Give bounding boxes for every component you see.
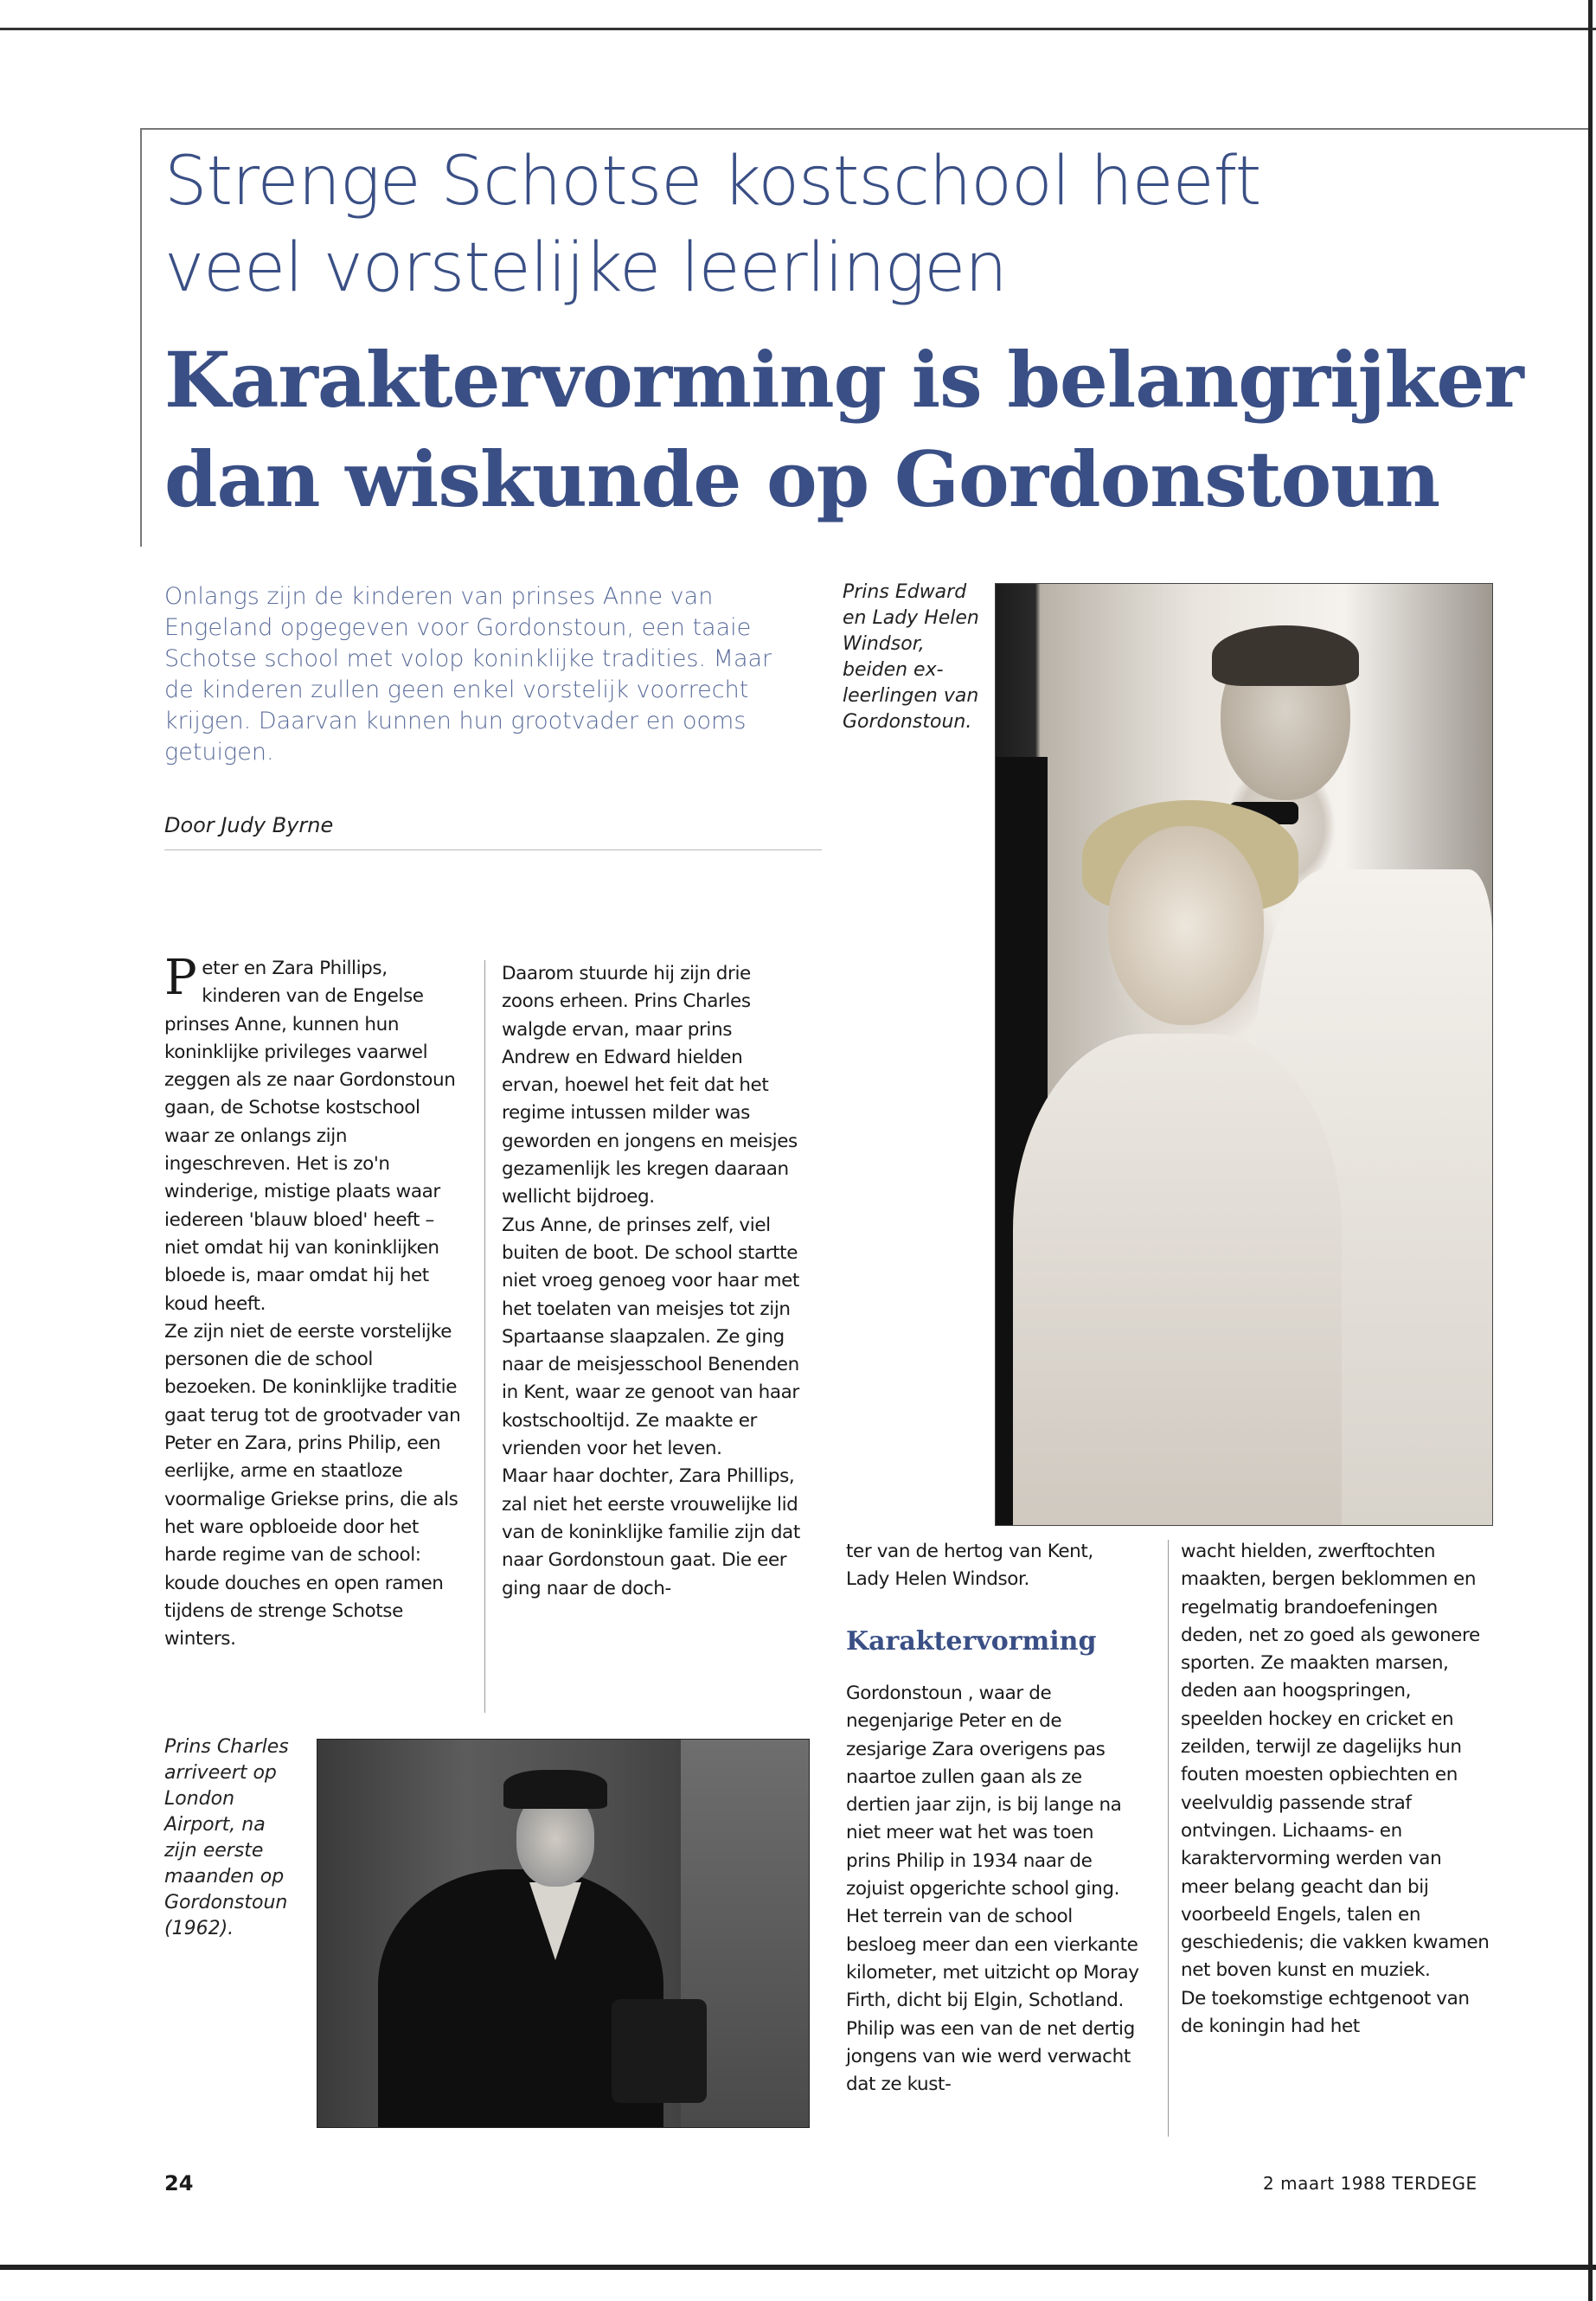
col4-paragraph-2: De toekomstige echtgenoot van de koningin had het	[1181, 1987, 1470, 2038]
col2-paragraph-3: Maar haar dochter, Zara Phillips, zal niet het eerste vrouwelijke lid van de koninklijke familie zijn dat naar Gordonstoun gaat. Die eer ging naar de doch-	[502, 1465, 800, 1599]
subheading-karaktervorming: Karaktervorming	[846, 1626, 1097, 1657]
col2-paragraph-1: Daarom stuurde hij zijn drie zoons erheen. Prins Charles walgde ervan, maar prins Andrew en Edward hielden ervan, hoewel het feit dat het regime intussen milder was geworden en jongens en meisjes gezamenlijk les kregen daaraan wellicht bijdroeg.	[502, 963, 798, 1208]
kicker-line-1: Strenge Schotse kostschool heeft	[164, 143, 1261, 221]
photo-caption-edward: Prins Edward en Lady Helen Windsor, beiden ex-leerlingen van Gordonstoun.	[843, 581, 979, 733]
col4-paragraph-1: wacht hielden, zwerftochten maakten, bergen beklommen en regelmatig brandoefeningen deden, net zo goed als gewonere sporten. Ze maakten marsen, deden aan hoogspringen, speelden hockey en cricket en zeilden, terwijl ze dagelijks hun fouten moesten opbiechten en veelvuldig passende straf ontvingen. Lichaams- en karaktervorming werden van meer belang geacht dan bij voorbeeld Engels, talen en geschiedenis; die vakken kwamen net boven kunst en muziek.	[1181, 1541, 1490, 1982]
main-headline	[164, 330, 1548, 529]
page-border-right	[1588, 0, 1593, 2301]
page-border-bottom	[0, 2265, 1596, 2270]
photo-face-helen	[1108, 826, 1264, 1025]
article-column-2	[502, 960, 804, 1603]
column-rule-3	[1168, 1540, 1169, 2137]
kicker-headline	[164, 138, 1548, 311]
photo-caption-charles: Prins Charles arriveert op London Airport, na zijn eerste maanden op Gordonstoun (1962).	[164, 1736, 289, 1939]
article-column-1	[164, 950, 463, 1653]
dropcap: P	[164, 950, 197, 1006]
photo-cap	[503, 1770, 607, 1809]
col2-paragraph-2: Zus Anne, de prinses zelf, viel buiten de boot. De school startte niet vroeg genoeg voor haar met het toelaten van meisjes tot zijn Spartaanse slaapzalen. Ze ging naar de meisjesschool Benenden in Kent, waar ze genoot van haar kostschooltijd. Ze maakte er vrienden voor het leven.	[502, 1214, 799, 1460]
photo-hair-edward	[1212, 625, 1359, 686]
page-border-top	[0, 28, 1596, 30]
page-number: 24	[164, 2171, 194, 2195]
column-rule-1	[484, 960, 485, 1713]
article-column-3	[846, 1538, 1140, 1594]
article-column-4	[1181, 1538, 1492, 2041]
kicker-line-2: veel vorstelijke leerlingen	[164, 229, 1007, 307]
photo-edward-helen	[995, 583, 1493, 1526]
headline-line-2: dan wiskunde op Gordonstoun	[164, 434, 1440, 524]
lead-paragraph: Onlangs zijn de kinderen van prinses Anne van Engeland opgegeven voor Gordonstoun, een taaie Schotse school met volop koninklijke tradities. Maar de kinderen zullen geen enkel vorstelijk voorrecht krijgen. Daarvan kunnen hun grootvader en ooms getuigen.	[164, 583, 772, 766]
headline-line-1: Karaktervorming is belangrijker	[164, 335, 1523, 425]
col3-paragraph-1: Gordonstoun , waar de negenjarige Peter en de zesjarige Zara overigens pas naartoe zullen gaan als ze dertien jaar zijn, is bij lange na niet meer wat het was toen prins Philip in 1934 naar de zojuist opgerichte school ging. Het terrein van de school besloeg meer dan een vierkante kilometer, met uitzicht op Moray Firth, dicht bij Elgin, Schotland. Philip was een van de net dertig jongens van wie werd verwacht dat ze kust-	[846, 1682, 1139, 2096]
col3-intro: ter van de hertog van Kent, Lady Helen Windsor.	[846, 1541, 1093, 1591]
issue-footer: 2 maart 1988 TERDEGE	[1263, 2173, 1477, 2194]
photo-bag	[612, 1999, 707, 2103]
col1-paragraph-2: Ze zijn niet de eerste vorstelijke personen die de school bezoeken. De koninklijke traditie gaat terug tot de grootvader van Peter en Zara, prins Philip, een eerlijke, arme en staatloze voormalige Griekse prins, die als het ware opbloeide door het harde regime van de school: koude douches en open ramen tijdens de strenge Schotse winters.	[164, 1320, 461, 1650]
article-column-3-body	[846, 1680, 1140, 2099]
byline-divider	[164, 849, 822, 850]
col1-paragraph-1: eter en Zara Phillips, kinderen van de Engelse prinses Anne, kunnen hun koninklijke privileges vaarwel zeggen als ze naar Gordonstoun gaan, de Schotse kostschool waar ze onlangs zijn ingeschreven. Het is zo'n winderige, mistige plaats waar iedereen 'blauw bloed' heeft – niet omdat hij van koninklijken bloede is, maar omdat hij het koud heeft.	[164, 958, 456, 1315]
photo-charles	[317, 1739, 810, 2128]
photo-figure-helen	[1013, 1034, 1342, 1525]
byline: Door Judy Byrne	[164, 813, 334, 837]
